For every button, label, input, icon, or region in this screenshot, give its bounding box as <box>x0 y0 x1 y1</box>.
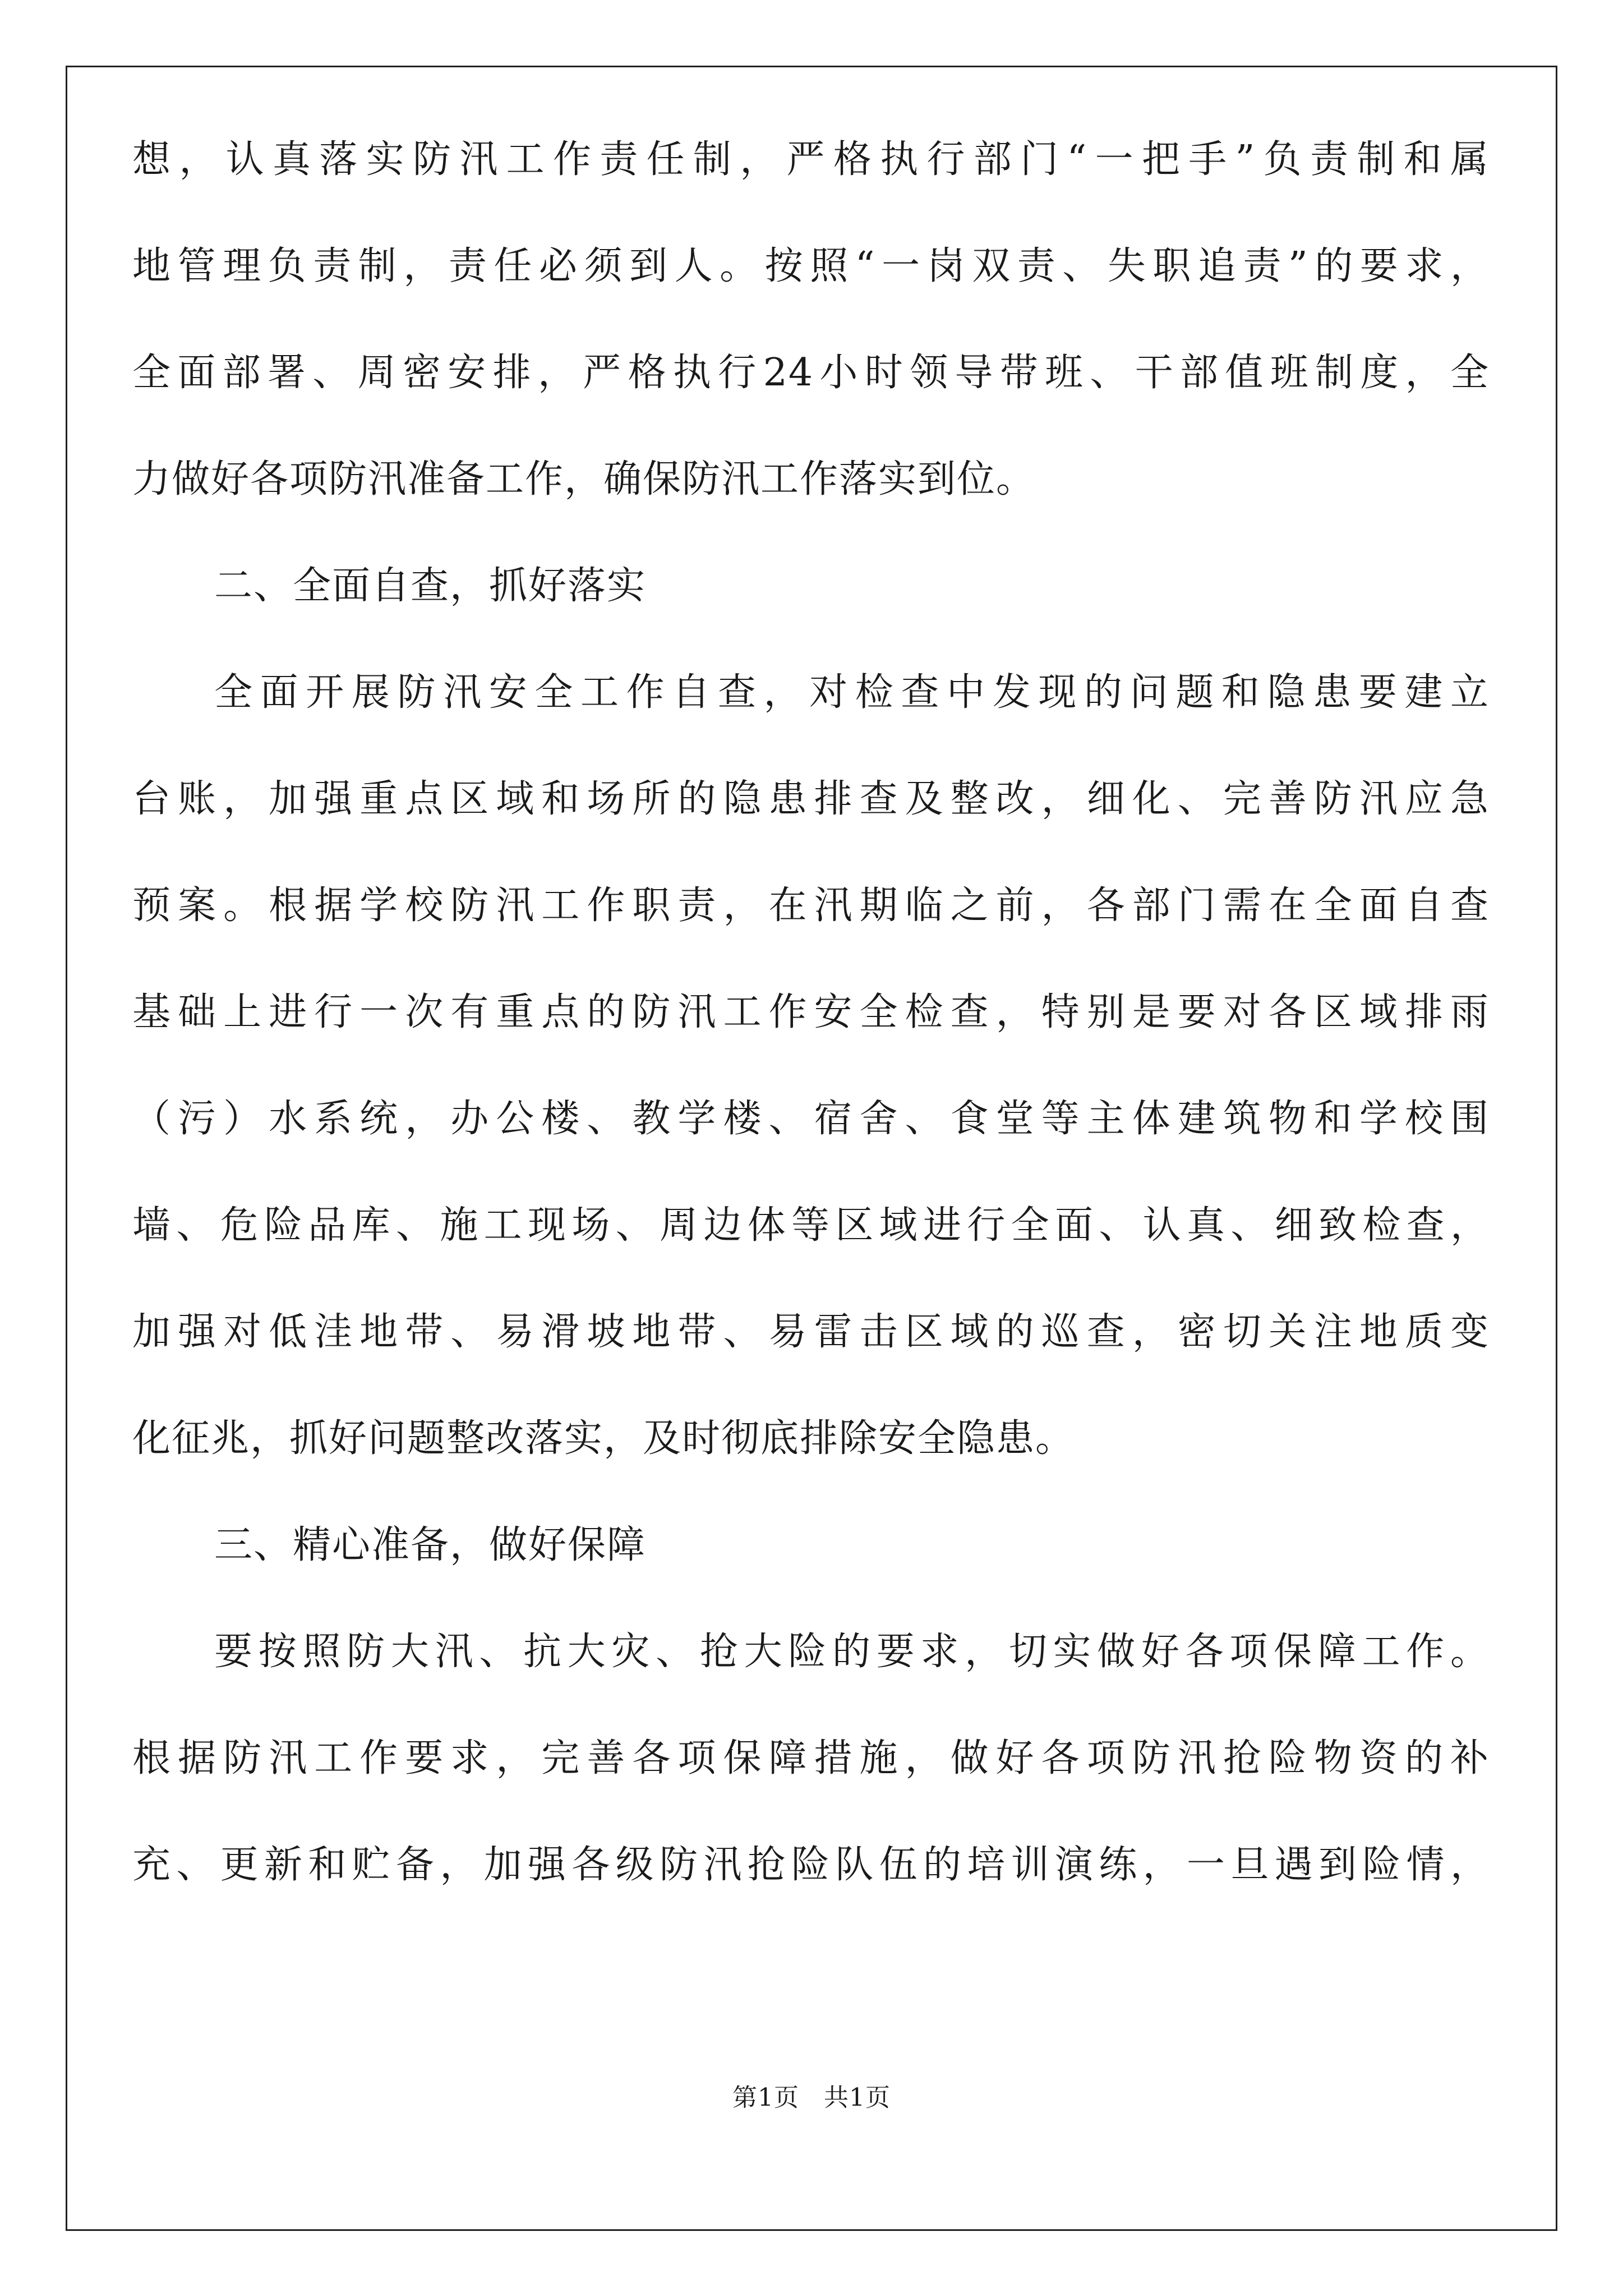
paragraph-line: 基础上进行一次有重点的防汛工作安全检查，特别是要对各区域排雨 <box>132 990 1490 1034</box>
paragraph-line: 全面部署、周密安排，严格执行24小时领导带班、干部值班制度，全 <box>132 351 1490 395</box>
paragraph-line: 全面开展防汛安全工作自查，对检查中发现的问题和隐患要建立 <box>214 670 1490 715</box>
page-footer <box>0 2081 1623 2115</box>
paragraph-line: 根据防汛工作要求，完善各项保障措施，做好各项防汛抢险物资的补 <box>132 1736 1490 1780</box>
paragraph-line: 想，认真落实防汛工作责任制，严格执行部门“一把手”负责制和属 <box>132 137 1490 182</box>
page-number: 第1页 <box>732 2083 799 2112</box>
paragraph-line: 要按照防大汛、抗大灾、抢大险的要求，切实做好各项保障工作。 <box>214 1630 1490 1674</box>
page-total: 共1页 <box>824 2083 891 2112</box>
paragraph-line: 力做好各项防汛准备工作，确保防汛工作落实到位。 <box>132 457 1036 501</box>
paragraph-line: 台账，加强重点区域和场所的隐患排查及整改，细化、完善防汛应急 <box>132 777 1490 821</box>
paragraph-line: 预案。根据学校防汛工作职责，在汛期临之前，各部门需在全面自查 <box>132 884 1490 928</box>
paragraph-line: 墙、危险品库、施工现场、周边体等区域进行全面、认真、细致检查， <box>132 1203 1490 1248</box>
paragraph-line: （污）水系统，办公楼、教学楼、宿舍、食堂等主体建筑物和学校围 <box>132 1097 1490 1141</box>
section-heading: 三、精心准备，做好保障 <box>214 1523 647 1567</box>
paragraph-line: 化征兆，抓好问题整改落实，及时彻底排除安全隐患。 <box>132 1416 1075 1461</box>
document-body <box>132 107 1490 1918</box>
paragraph-line: 加强对低洼地带、易滑坡地带、易雷击区域的巡查，密切关注地质变 <box>132 1310 1490 1354</box>
paragraph-line: 地管理负责制，责任必须到人。按照“一岗双责、失职追责”的要求， <box>132 244 1490 288</box>
section-heading: 二、全面自查，抓好落实 <box>214 564 647 608</box>
paragraph-line: 充、更新和贮备，加强各级防汛抢险队伍的培训演练，一旦遇到险情， <box>132 1843 1490 1887</box>
